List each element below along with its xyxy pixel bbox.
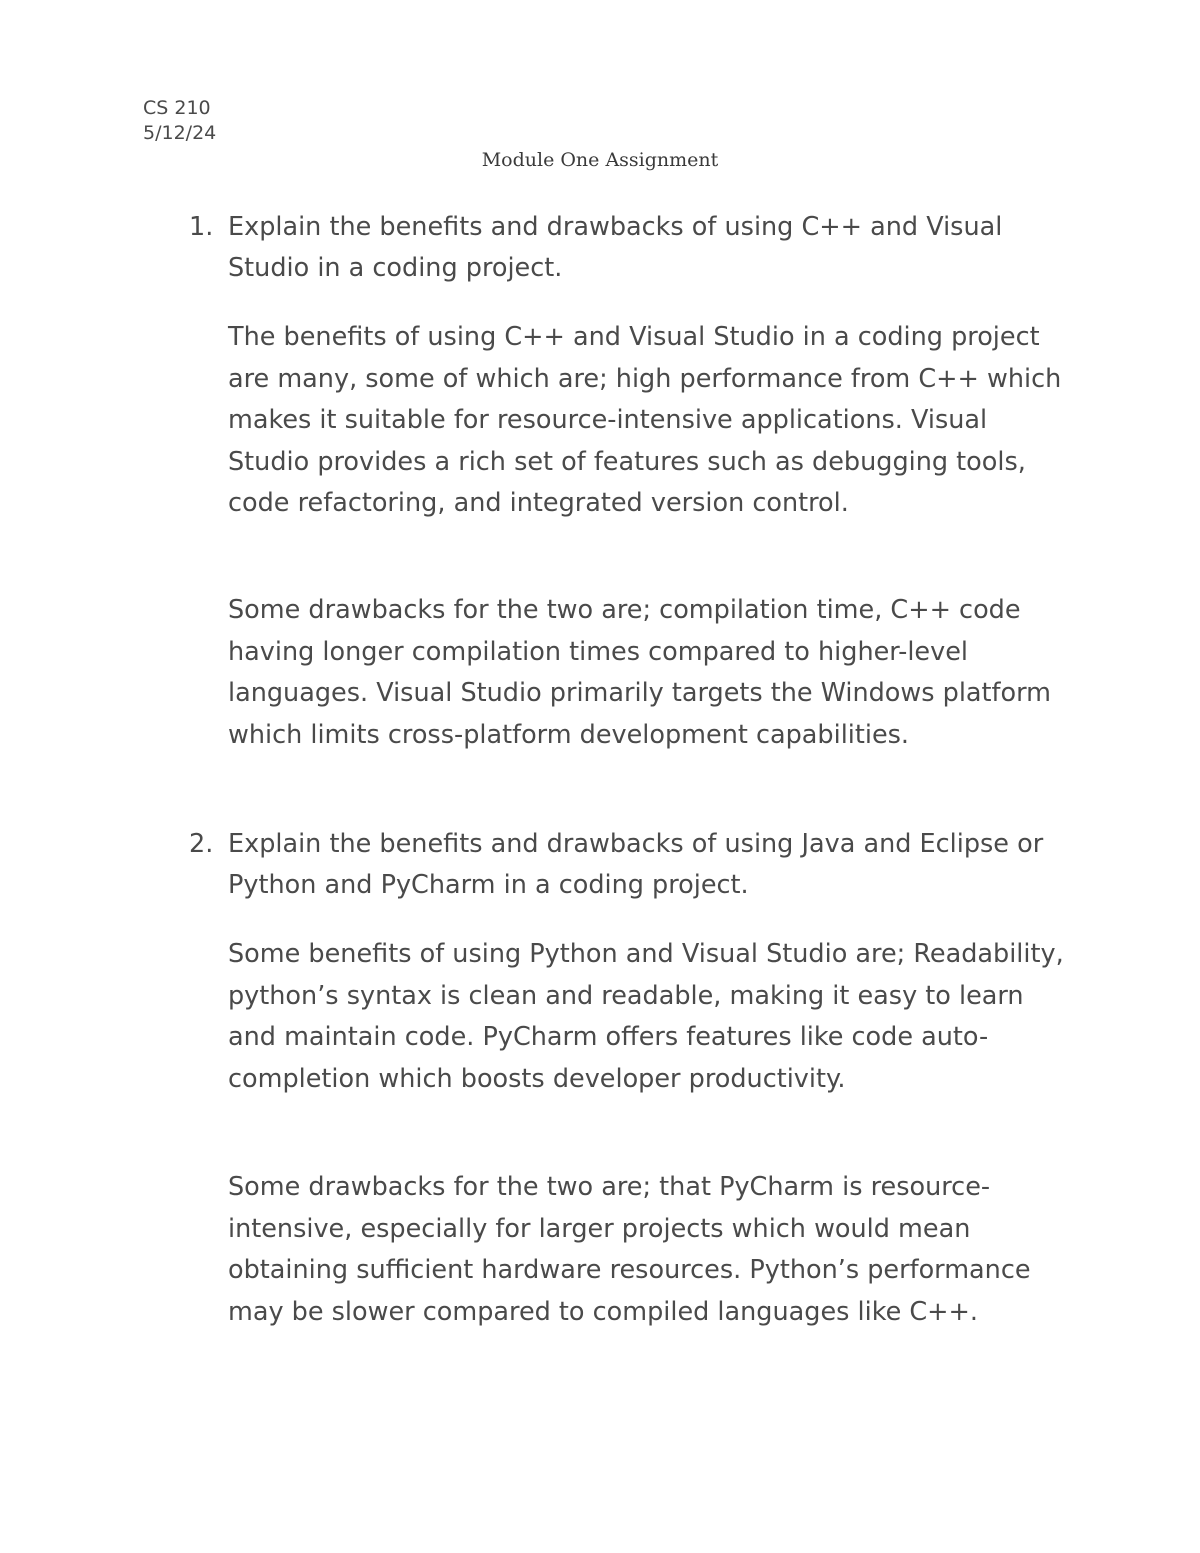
question-2 [189, 824, 1069, 906]
answer-paragraph [228, 934, 1068, 1100]
header-block [143, 96, 216, 146]
answer-paragraph [228, 590, 1068, 756]
answer-text: Some benefits of using Python and Visual Studio are; Readability, python’s syntax is clean and readable, making it easy to learn and maintain code. PyCharm offers features like code auto-completion which boosts developer productivity. [228, 939, 1064, 1094]
page-title: Module One Assignment [481, 149, 719, 171]
question-1 [189, 207, 1069, 289]
answer-text: The benefits of using C++ and Visual Studio in a coding project are many, some of which are; high performance from C++ which makes it suitable for resource-intensive applications. Visual Studio provides a rich set of features such as debugging tools, code refactoring, and integrated version control. [228, 322, 1062, 518]
answer-text: Some drawbacks for the two are; compilation time, C++ code having longer compilation times compared to higher-level languages. Visual Studio primarily targets the Windows platform which limits cross-platform development capabilities. [228, 595, 1052, 750]
answer-text: Some drawbacks for the two are; that PyCharm is resource-intensive, especially for larger projects which would mean obtaining sufficient hardware resources. Python’s performance may be slower compared to compiled languages like C++. [228, 1172, 1031, 1327]
question-prompt: Explain the benefits and drawbacks of using Java and Eclipse or Python and PyCharm in a coding project. [228, 829, 1044, 900]
answer-paragraph [228, 317, 1068, 525]
answer-paragraph [228, 1167, 1068, 1333]
question-number: 2. [189, 829, 214, 859]
question-number: 1. [189, 212, 214, 242]
question-prompt: Explain the benefits and drawbacks of using C++ and Visual Studio in a coding project. [228, 212, 1003, 283]
assignment-date: 5/12/24 [143, 122, 217, 144]
course-code: CS 210 [143, 97, 211, 119]
